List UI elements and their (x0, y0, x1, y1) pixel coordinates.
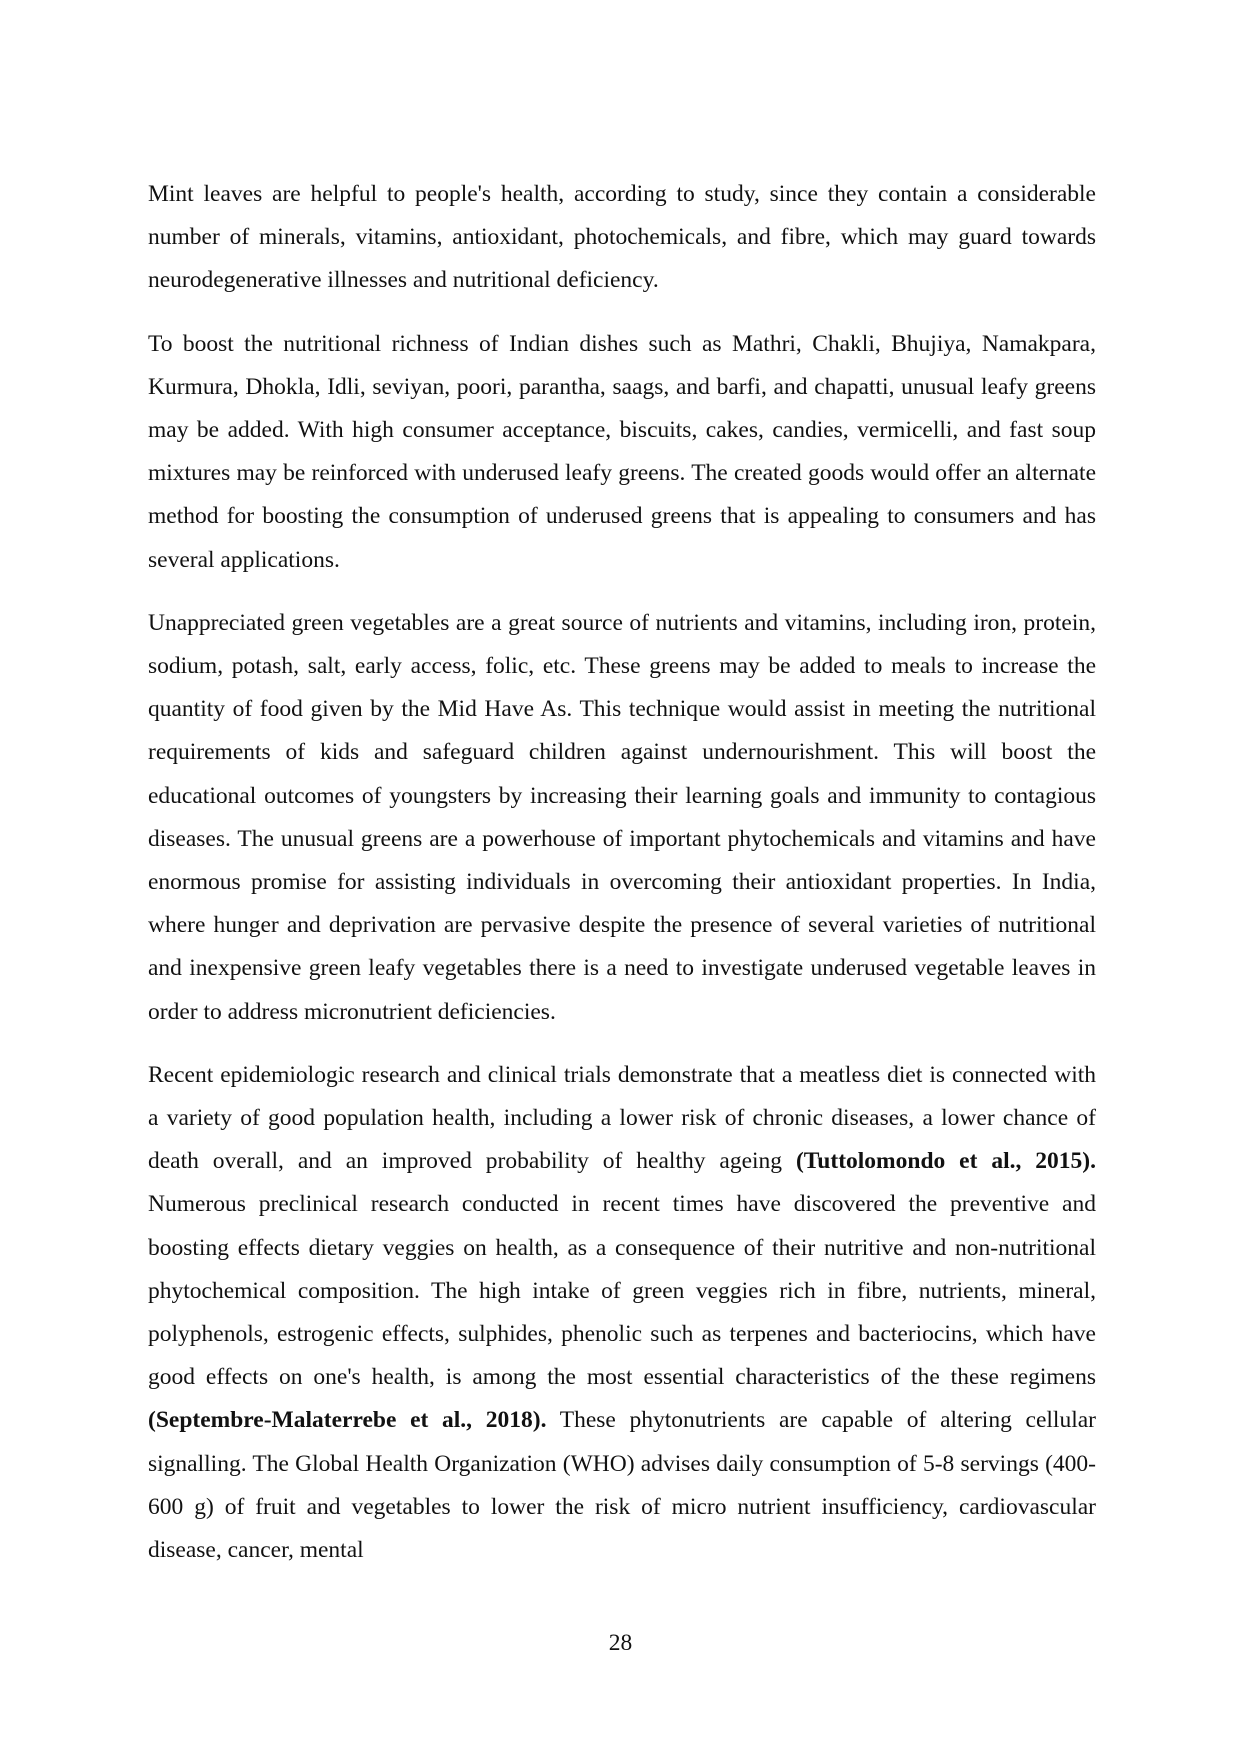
citation-tuttolomondo: (Tuttolomondo et al., 2015). (795, 1148, 1096, 1175)
page-number: 28 (608, 1630, 633, 1656)
paragraph-text: Unappreciated green vegetables are a great source of nutrients and vitamins, including iron, protein, sodium, potash, salt, early access, folic, etc. These greens may be added to meals to increase the quantity of food given by the Mid Have As. This technique would assist in meeting the nutritional requirements of kids and safeguard children against undernourishment. This will boost the educational outcomes of youngsters by increasing their learning goals and immunity to contagious diseases. The unusual greens are a powerhouse of important phytochemicals and vitamins and have enormous promise for assisting individuals in overcoming their antioxidant properties. In India, where hunger and deprivation are pervasive despite the presence of several varieties of nutritional and inexpensive green leafy vegetables there is a need to investigate underused vegetable leaves in order to address micronutrient deficiencies. (148, 609, 1096, 1025)
paragraph-green-vegetables (148, 602, 1096, 1034)
paragraph-text: Mint leaves are helpful to people's health, according to study, since they contain a considerable number of minerals, vitamins, antioxidant, photochemicals, and fibre, which may guard towards neurodegenerative illnesses and nutritional deficiency. (148, 181, 1096, 294)
page-body (148, 173, 1096, 1592)
paragraph-text: Numerous preclinical research conducted in recent times have discovered the preventive and boosting effects dietary veggies on health, as a consequence of their nutritive and non-nutritional phytochemical composition. The high intake of green veggies rich in fibre, nutrients, mineral, polyphenols, estrogenic effects, sulphides, phenolic such as terpenes and bacteriocins, which have good effects on one's health, is among the most essential characteristics of the these regimens (148, 1191, 1096, 1391)
paragraph-epidemiologic-research (148, 1054, 1096, 1572)
paragraph-mint-leaves (148, 173, 1096, 303)
paragraph-text: Recent epidemiologic research and clinical trials demonstrate that a meatless diet is connected with a variety of good population health, including a lower risk of chronic diseases, a lower chance of death overall, and an improved probability of healthy ageing (148, 1061, 1096, 1175)
paragraph-text: These phytonutrients are capable of altering cellular signalling. The Global Health Organization (WHO) advises daily consumption of 5-8 servings (400-600 g) of fruit and vegetables to lower the risk of micro nutrient insufficiency, cardiovascular disease, cancer, mental (148, 1407, 1096, 1564)
paragraph-text: To boost the nutritional richness of Indian dishes such as Mathri, Chakli, Bhujiya, Namakpara, Kurmura, Dhokla, Idli, seviyan, poori, parantha, saags, and barfi, and chapatti, unusual leafy greens may be added. With high consumer acceptance, biscuits, cakes, candies, vermicelli, and fast soup mixtures may be reinforced with underused leafy greens. The created goods would offer an alternate method for boosting the consumption of underused greens that is appealing to consumers and has several applications. (148, 330, 1096, 573)
citation-septembre-malaterrebe: (Septembre-Malaterrebe et al., 2018). (148, 1407, 547, 1434)
paragraph-indian-dishes (148, 323, 1096, 582)
